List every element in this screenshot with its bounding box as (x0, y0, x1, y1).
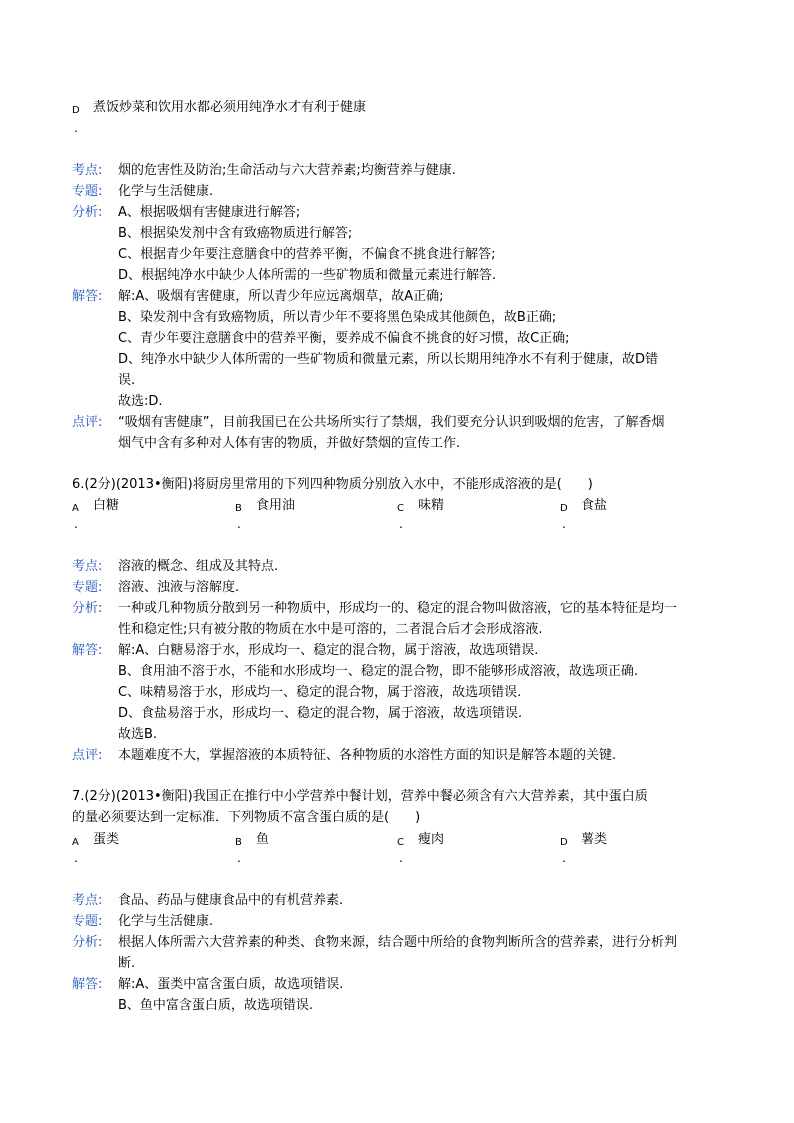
jieda-line: B、鱼中富含蛋白质，故选项错误. (118, 998, 314, 1013)
option-dot: . (74, 851, 78, 865)
option-d-letter: D (560, 503, 568, 514)
jieda-line: 解:A、吸烟有害健康，所以青少年应远离烟草，故A正确; (118, 289, 444, 304)
fenxi-label: 分析: (72, 935, 103, 950)
option-b-letter: B (235, 503, 242, 514)
dianping-label: 点评: (72, 415, 103, 430)
zhuanti-label: 专题: (72, 914, 103, 929)
option-d-text: 食盐 (581, 498, 608, 513)
option-dot: . (562, 517, 566, 531)
jieda-line: 解:A、蛋类中富含蛋白质，故选项错误. (118, 977, 344, 992)
option-c-letter: C (397, 837, 404, 848)
fenxi-line: D、根据纯净水中缺少人体所需的一些矿物质和微量元素进行解答. (118, 268, 497, 283)
kaodian-label: 考点: (72, 163, 103, 178)
jieda-line: B、染发剂中含有致癌物质，所以青少年不要将黑色染成其他颜色，故B正确; (118, 310, 557, 325)
zhuanti-text: 溶液、浊液与溶解度. (118, 580, 240, 595)
jieda-label: 解答: (72, 643, 103, 658)
option-b-letter: B (235, 837, 242, 848)
jieda-label: 解答: (72, 289, 103, 304)
jieda-line: 解:A、白糖易溶于水，形成均一、稳定的混合物，属于溶液，故选项错误. (118, 643, 539, 658)
kaodian-label: 考点: (72, 893, 103, 908)
jieda-line: D、食盐易溶于水，形成均一、稳定的混合物，属于溶液，故选项错误. (118, 706, 523, 721)
fenxi-line: C、根据青少年要注意膳食中的营养平衡，不偏食不挑食进行解答; (118, 247, 496, 262)
dianping-line: “吸烟有害健康”，目前我国已在公共场所实行了禁烟，我们要充分认识到吸烟的危害，了解香烟 (118, 415, 665, 430)
option-c-text: 瘦肉 (418, 832, 445, 847)
option-d-letter: D (72, 105, 80, 116)
zhuanti-text: 化学与生活健康. (118, 914, 214, 929)
option-a-letter: A (72, 503, 79, 514)
jieda-line: C、味精易溶于水，形成均一、稳定的混合物，属于溶液，故选项错误. (118, 685, 522, 700)
kaodian-text: 食品、药品与健康食品中的有机营养素. (118, 893, 344, 908)
option-dot: . (74, 517, 78, 531)
option-a-letter: A (72, 837, 79, 848)
zhuanti-label: 专题: (72, 184, 103, 199)
fenxi-line: 根据人体所需六大营养素的种类、食物来源，结合题中所给的食物判断所含的营养素，进行分析判 (118, 935, 678, 950)
fenxi-line: 一种或几种物质分散到另一种物质中，形成均一的、稳定的混合物叫做溶液，它的基本特征是均一 (118, 601, 678, 616)
fenxi-line: B、根据染发剂中含有致癌物质进行解答; (118, 226, 353, 241)
option-a-text: 白糖 (93, 498, 120, 513)
jieda-line: B、食用油不溶于水，不能和水形成均一、稳定的混合物，即不能够形成溶液，故选项正确. (118, 664, 639, 679)
kaodian-label: 考点: (72, 559, 103, 574)
option-dot: . (562, 851, 566, 865)
zhuanti-label: 专题: (72, 580, 103, 595)
option-dot: . (74, 121, 78, 135)
fenxi-label: 分析: (72, 205, 103, 220)
option-c-text: 味精 (418, 498, 445, 513)
fenxi-line: 断. (118, 956, 136, 971)
option-dot: . (399, 851, 403, 865)
dianping-line: 本题难度不大，掌握溶液的本质特征、各种物质的水溶性方面的知识是解答本题的关键. (118, 748, 617, 763)
question-stem: 7.(2分)(2013•衡阳)我国正在推行中小学营养中餐计划，营养中餐必须含有六大营养素，其中蛋白质 (72, 789, 648, 804)
option-dot: . (237, 517, 241, 531)
kaodian-text: 溶液的概念、组成及其特点. (118, 559, 279, 574)
dianping-label: 点评: (72, 748, 103, 763)
jieda-line: 误. (118, 373, 136, 388)
question-stem: 的量必须要达到一定标准．下列物质不富含蛋白质的是( ) (72, 810, 421, 825)
option-d-text: 煮饭炒菜和饮用水都必须用纯净水才有利于健康 (93, 100, 367, 115)
fenxi-label: 分析: (72, 601, 103, 616)
option-b-text: 鱼 (256, 832, 270, 847)
option-c-letter: C (397, 503, 404, 514)
option-d-letter: D (560, 837, 568, 848)
fenxi-line: A、根据吸烟有害健康进行解答; (118, 205, 301, 220)
jieda-label: 解答: (72, 977, 103, 992)
jieda-line: D、纯净水中缺少人体所需的一些矿物质和微量元素，所以长期用纯净水不有利于健康，故D错 (118, 352, 659, 367)
option-b-text: 食用油 (256, 498, 296, 513)
option-dot: . (399, 517, 403, 531)
jieda-line: 故选:D. (118, 394, 163, 409)
zhuanti-text: 化学与生活健康. (118, 184, 214, 199)
fenxi-line: 性和稳定性;只有被分散的物质在水中是可溶的，二者混合后才会形成溶液. (118, 622, 543, 637)
option-a-text: 蛋类 (93, 832, 120, 847)
option-d-text: 薯类 (581, 832, 608, 847)
jieda-line: C、青少年要注意膳食中的营养平衡，要养成不偏食不挑食的好习惯，故C正确; (118, 331, 570, 346)
kaodian-text: 烟的危害性及防治;生命活动与六大营养素;均衡营养与健康. (118, 163, 456, 178)
question-stem: 6.(2分)(2013•衡阳)将厨房里常用的下列四种物质分别放入水中，不能形成溶液的是( ) (72, 477, 593, 492)
dianping-line: 烟气中含有多种对人体有害的物质，并做好禁烟的宣传工作. (118, 436, 461, 451)
jieda-line: 故选B. (118, 727, 158, 742)
option-dot: . (237, 851, 241, 865)
